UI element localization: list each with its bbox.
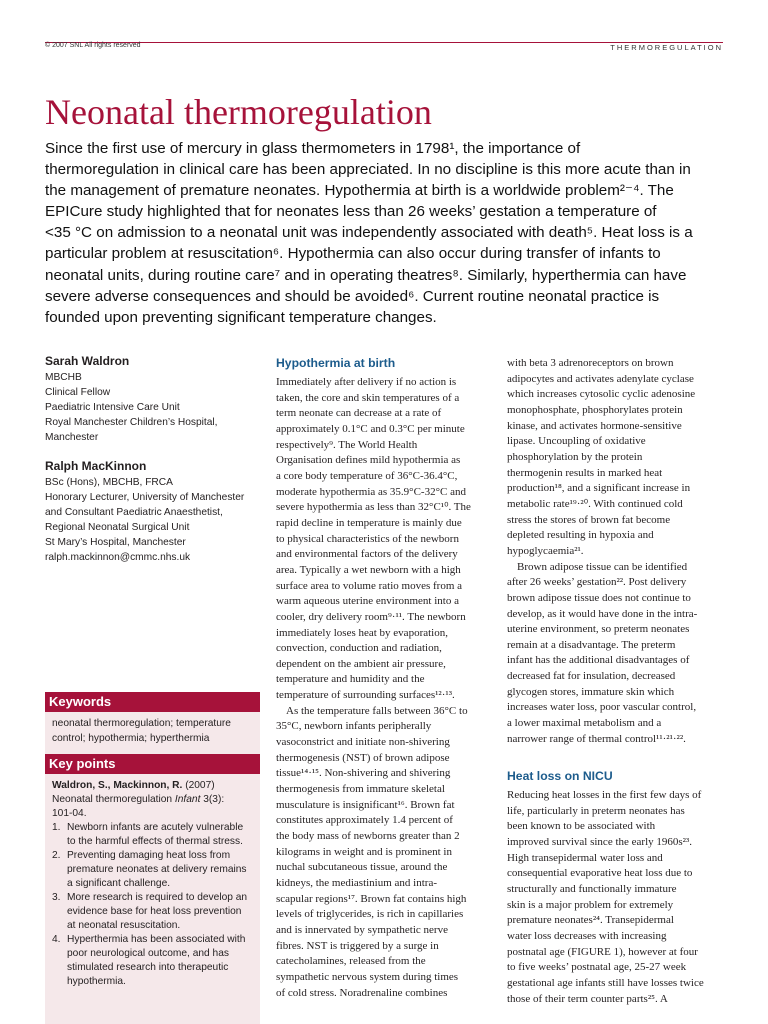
body-line: which increases cytosolic cyclic adenosine xyxy=(507,388,696,401)
body-line: structurally and functionally immature xyxy=(507,882,677,895)
body-line: a lower maximal metabolism and a xyxy=(507,717,662,730)
author-block xyxy=(45,459,260,565)
intro-line: EPICure study highlighted that for neonates less than 26 weeks’ gestation a temperature of xyxy=(45,203,657,221)
intro-line: the management of premature neonates. Hypothermia at birth is a worldwide problem²⁻⁴. The xyxy=(45,182,674,200)
body-line: Reducing heat losses in the first few days of xyxy=(507,789,702,801)
body-line: term neonate can decrease at a rate of xyxy=(276,407,442,420)
keywords-box xyxy=(45,712,260,754)
key-point-line: at neonatal resuscitation. xyxy=(67,920,181,931)
citation-year: (2007) xyxy=(182,780,215,791)
key-point-line: a significant challenge. xyxy=(67,878,171,889)
key-point-line: Hyperthermia has been associated with xyxy=(67,934,246,945)
key-point-item xyxy=(52,933,260,989)
key-point-item xyxy=(52,891,260,933)
key-point-item xyxy=(52,849,260,891)
body-line: narrower range of thermal control¹¹·²¹·²². xyxy=(507,732,686,745)
body-line: nuchal subcutaneous tissue, around the xyxy=(276,861,448,874)
body-line: stress the stores of brown fat become xyxy=(507,513,671,526)
key-point-number: 1. xyxy=(52,822,61,833)
author-affiliation-line: St Mary’s Hospital, Manchester xyxy=(45,537,186,548)
body-line: the body mass of newborns greater than 2 xyxy=(276,830,460,843)
page-title: Neonatal thermoregulation xyxy=(45,92,432,132)
body-line: gestational age infants still have losses twice xyxy=(507,976,704,989)
body-line: Brown adipose tissue can be identified xyxy=(517,560,688,573)
keywords-line: neonatal thermoregulation; temperature xyxy=(52,718,231,729)
citation-authors: Waldron, S., Mackinnon, R. xyxy=(52,780,183,791)
body-line: metabolic rate¹⁹·²⁰. With continued cold xyxy=(507,497,683,510)
key-point-line: to the harmful effects of thermal stress. xyxy=(67,836,243,847)
key-point-line: evidence base for heat loss prevention xyxy=(67,906,242,917)
body-line: dependent on the ambient air pressure, xyxy=(276,657,446,670)
body-line: lipase. Uncoupling of oxidative xyxy=(507,435,646,448)
body-line: scapular regions¹⁷. Brown fat contains high xyxy=(276,892,467,905)
author-name: Sarah Waldron xyxy=(45,354,130,368)
body-line: constitutes approximately 1.4 percent of xyxy=(276,814,453,827)
key-point-line: hypothermia. xyxy=(67,976,126,987)
intro-line: thermoregulation in clinical care has been appreciated. In no discipline is this more acute than in xyxy=(45,161,691,179)
citation-line xyxy=(52,779,260,793)
body-line: area. Typically a wet newborn with a high xyxy=(276,563,461,576)
body-line: rapid decline in temperature is mainly due xyxy=(276,516,462,529)
body-line: moderate hypothermia as 35.9°C-32°C and xyxy=(276,485,466,498)
body-line: fibres. NST is triggered by a surge in xyxy=(276,939,439,952)
citation-journal: Infant xyxy=(174,794,201,805)
body-line: sympathetic nervous system during times xyxy=(276,970,459,983)
key-point-line: stimulated research into therapeutic xyxy=(67,962,229,973)
body-line: High transepidermal water loss and xyxy=(507,851,663,864)
key-point-line: More research is required to develop an xyxy=(67,892,248,903)
body-line: severe hypothermia as less than 32°C¹⁰. The xyxy=(276,501,471,514)
body-line: postnatal age (FIGURE 1), however at four xyxy=(507,945,698,958)
body-line: production¹⁸, and a significant increase in xyxy=(507,482,691,495)
citation-title: Neonatal thermoregulation xyxy=(52,794,175,805)
body-line: skin is a major problem for extremely xyxy=(507,898,674,911)
keywords-heading: Keywords xyxy=(45,692,260,712)
body-line: respectively⁹. The World Health xyxy=(276,438,418,451)
body-line: to five weeks’ postnatal age, 25-27 week xyxy=(507,961,687,974)
body-line: to physical characteristics of the newborn xyxy=(276,532,459,545)
body-line: glycogen stores, immature skin which xyxy=(507,685,675,698)
body-column-3 xyxy=(507,356,725,747)
body-line: taken, the core and skin temperatures of a xyxy=(276,391,460,404)
body-line: monophosphate, phosphorylates protein xyxy=(507,403,683,416)
body-line: musculature is insignificant¹⁶. Brown fat xyxy=(276,798,455,811)
body-line: catecholamines, released from the xyxy=(276,955,426,968)
body-column-2 xyxy=(276,375,494,1001)
key-point-line: premature neonates at delivery remains xyxy=(67,864,247,875)
author-affiliation-line: Clinical Fellow xyxy=(45,387,111,398)
key-points-heading: Key points xyxy=(45,754,260,774)
body-line: phosphorylation by the protein xyxy=(507,450,643,463)
intro-line: <35 °C on admission to a neonatal unit was independently associated with death⁵. Heat loss is a xyxy=(45,224,693,242)
body-line: As the temperature falls between 36°C to xyxy=(286,704,468,717)
intro-line: neonatal units, during routine care⁷ and in operating theatres⁸. Similarly, hyperthermia can have xyxy=(45,266,687,284)
body-line: surface area to volume ratio moves from a xyxy=(276,579,463,592)
body-line: and is innervated by sympathetic nerve xyxy=(276,923,448,936)
body-line: 35°C, newborn infants peripherally xyxy=(276,720,432,733)
body-line: immediately loses heat by evaporation, xyxy=(276,626,448,639)
author-email[interactable]: ralph.mackinnon@cmmc.nhs.uk xyxy=(45,552,191,563)
author-affiliation-line: Paediatric Intensive Care Unit xyxy=(45,402,180,413)
intro-line: particular problem at resuscitation⁶. Hypothermia can also occur during transfer of infants to xyxy=(45,245,661,263)
body-line: and environmental factors of the delivery xyxy=(276,548,458,561)
section-heading-heat-loss: Heat loss on NICU xyxy=(507,769,613,783)
author-affiliation-line: and Consultant Paediatric Anaesthetist, xyxy=(45,507,223,518)
body-line: levels of triglycerides, is rich in capillaries xyxy=(276,908,464,921)
section-heading-hypothermia: Hypothermia at birth xyxy=(276,356,396,370)
key-point-line: Newborn infants are acutely vulnerable xyxy=(67,822,244,833)
body-line: infant has the additional disadvantages of xyxy=(507,654,690,667)
author-affiliation-line: Manchester xyxy=(45,432,99,443)
body-line: vasoconstrict and initiate non-shivering xyxy=(276,736,450,749)
key-point-number: 2. xyxy=(52,850,61,861)
running-head: THERMOREGULATION xyxy=(610,43,723,52)
key-point-line: poor neurological outcome, and has xyxy=(67,948,229,959)
key-point-line: Preventing damaging heat loss from xyxy=(67,850,231,861)
body-line: kinase, and activates hormone-sensitive xyxy=(507,419,682,432)
body-line: approximately 0.1°C and 0.3°C per minute xyxy=(276,422,465,435)
body-line: convection, conduction and radiation, xyxy=(276,642,442,655)
body-line: of cold stress. Noradrenaline combines xyxy=(276,986,448,999)
author-affiliation-line: Royal Manchester Children’s Hospital, xyxy=(45,417,218,428)
body-line: improved survival since the early 1960s²³. xyxy=(507,835,692,848)
body-line: with beta 3 adrenoreceptors on brown xyxy=(507,357,674,369)
author-affiliations xyxy=(45,354,260,565)
citation-line xyxy=(52,793,260,807)
citation-pages: 101-04. xyxy=(52,808,87,819)
body-line: Organisation defines mild hypothermia as xyxy=(276,454,461,467)
intro-paragraph xyxy=(45,138,727,328)
key-point-number: 4. xyxy=(52,934,61,945)
body-line: temperature and humidity and the xyxy=(276,673,425,686)
body-column-3-continued xyxy=(507,788,725,1007)
body-line: hypoglycaemia²¹. xyxy=(507,544,584,557)
keywords-line: control; hypothermia; hyperthermia xyxy=(52,733,210,744)
body-line: temperature of surrounding surfaces¹²·¹³. xyxy=(276,689,455,702)
author-affiliation-line: MBCHB xyxy=(45,372,82,383)
body-line: thermogenesis from immature skeletal xyxy=(276,783,445,796)
body-line: thermogenin results in marked heat xyxy=(507,466,663,479)
key-point-number: 3. xyxy=(52,892,61,903)
author-affiliation-line: BSc (Hons), MBCHB, FRCA xyxy=(45,477,173,488)
body-line: Immediately after delivery if no action is xyxy=(276,376,457,388)
body-line: warm aqueous uterine environment into a xyxy=(276,595,459,608)
body-line: premature neonates²⁴. Transepidermal xyxy=(507,914,674,927)
intro-line: founded upon preventing significant temperature changes. xyxy=(45,308,437,326)
body-line: decreased fat for insulation, decreased xyxy=(507,670,676,683)
body-line: been known to be associated with xyxy=(507,820,656,833)
author-affiliation-line: Regional Neonatal Surgical Unit xyxy=(45,522,190,533)
body-line: remain at a disadvantage. The preterm xyxy=(507,638,676,651)
citation-volume: 3(3): xyxy=(200,794,225,805)
body-line: adipocytes and activates adenylate cyclase xyxy=(507,372,694,385)
body-line: life, particularly in preterm neonates has xyxy=(507,804,685,817)
body-line: increases water loss, poor vascular control, xyxy=(507,701,697,714)
body-line: after 26 weeks’ gestation²². Post delivery xyxy=(507,576,687,589)
author-name: Ralph MacKinnon xyxy=(45,459,147,473)
intro-line: Since the first use of mercury in glass thermometers in 1798¹, the importance of xyxy=(45,140,581,157)
body-line: brown adipose tissue does not continue to xyxy=(507,591,691,604)
body-line: those of their term counter parts²⁵. A xyxy=(507,992,668,1005)
body-line: kilograms in weight and is prominent in xyxy=(276,845,452,858)
body-line: water loss decreases with increasing xyxy=(507,929,667,942)
body-line: uterine environment, so preterm neonates xyxy=(507,623,690,636)
body-line: kidneys, the mediastinium and intra- xyxy=(276,877,437,889)
copyright-notice: © 2007 SNL All rights reserved xyxy=(45,42,141,49)
author-affiliation-line: Honorary Lecturer, University of Manchester xyxy=(45,492,245,503)
key-point-item xyxy=(52,821,260,849)
body-line: develop, as it would have done in the intra- xyxy=(507,607,698,620)
key-points-box xyxy=(45,774,260,1024)
body-line: cooler, dry delivery room⁹·¹¹. The newborn xyxy=(276,610,466,623)
body-line: thermogenesis (NST) of brown adipose xyxy=(276,751,450,764)
author-block xyxy=(45,354,260,445)
body-line: a core body temperature of 36°C-36.4°C, xyxy=(276,469,458,482)
body-line: depleted resulting in hypoxia and xyxy=(507,529,654,542)
intro-line: severe adverse consequences and should be avoided⁶. Current routine neonatal practice is xyxy=(45,287,660,305)
body-line: consequential evaporative heat loss due to xyxy=(507,867,693,880)
key-points-list xyxy=(52,821,260,989)
body-line: tissue¹⁴·¹⁵. Non-shivering and shivering xyxy=(276,767,451,780)
